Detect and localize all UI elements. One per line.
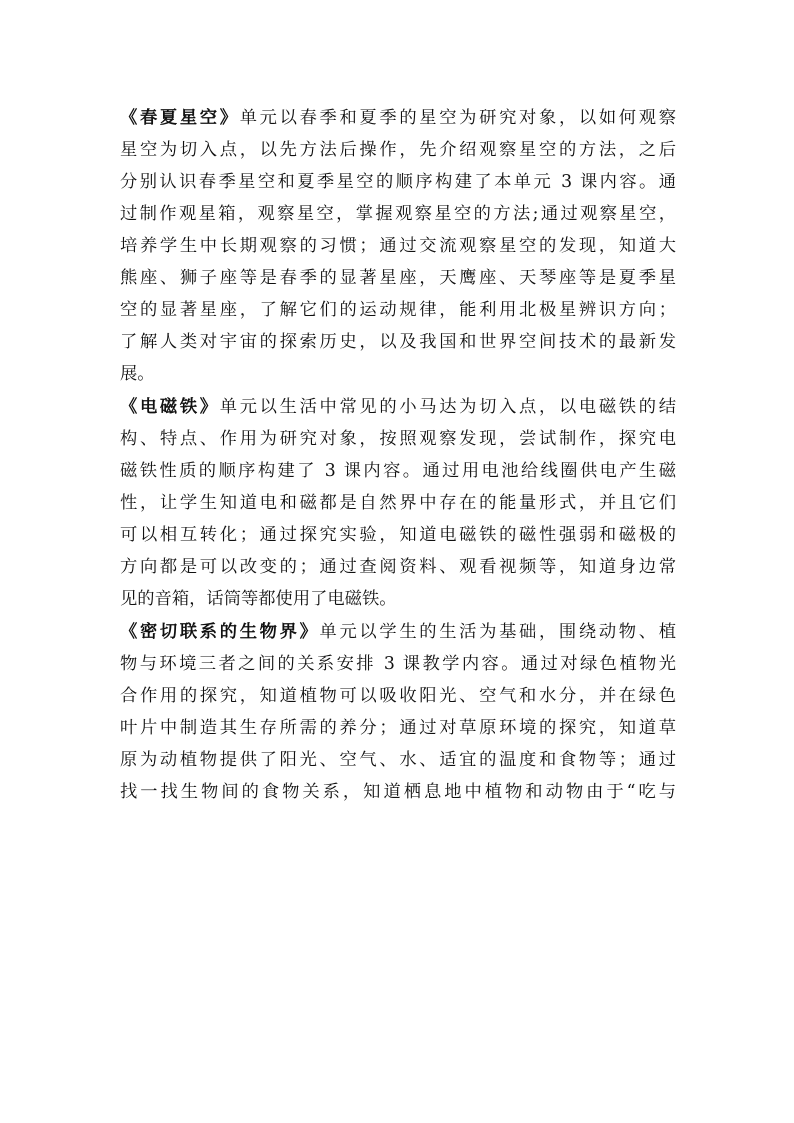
text-line: 熊座、狮子座等是春季的显著星座，天鹰座、天琴座等是夏季星 xyxy=(120,268,676,288)
text-line: 过制作观星箱，观察星空，掌握观察星空的方法;通过观察星空， xyxy=(120,204,676,224)
text-line: 原为动植物提供了阳光、空气、水、适宜的温度和食物等；通过 xyxy=(120,750,676,770)
text-line: 《春夏星空》单元以春季和夏季的星空为研究对象，以如何观察 xyxy=(120,108,676,128)
text-line: 物与环境三者之间的关系安排 3 课教学内容。通过对绿色植物光 xyxy=(120,654,676,674)
text-line: 合作用的探究，知道植物可以吸收阳光、空气和水分，并在绿色 xyxy=(120,686,676,706)
paragraph-biological-world xyxy=(120,616,676,808)
document-page xyxy=(120,102,676,809)
unit-title: 《春夏星空》 xyxy=(120,108,240,128)
text-line: 展。 xyxy=(120,364,155,384)
text-line: 空的显著星座，了解它们的运动规律，能利用北极星辨识方向； xyxy=(120,300,676,320)
paragraph-spring-summer-sky xyxy=(120,102,676,390)
text-line: 找一找生物间的食物关系，知道栖息地中植物和动物由于“吃与 xyxy=(120,782,676,802)
text-line: 方向都是可以改变的；通过查阅资料、观看视频等，知道身边常 xyxy=(120,557,676,577)
unit-title: 《密切联系的生物界》 xyxy=(120,622,320,642)
text-line: 见的音箱，话筒等都使用了电磁铁。 xyxy=(120,589,397,609)
text-line: 《密切联系的生物界》单元以学生的生活为基础，围绕动物、植 xyxy=(120,622,676,642)
text-line: 星空为切入点，以先方法后操作，先介绍观察星空的方法，之后 xyxy=(120,140,676,160)
text-line: 磁铁性质的顺序构建了 3 课内容。通过用电池给线圈供电产生磁 xyxy=(120,461,676,481)
paragraph-electromagnet xyxy=(120,391,676,615)
text-line: 《电磁铁》单元以生活中常见的小马达为切入点，以电磁铁的结 xyxy=(120,397,676,417)
text-line: 叶片中制造其生存所需的养分；通过对草原环境的探究，知道草 xyxy=(120,718,676,738)
text-line: 了解人类对宇宙的探索历史，以及我国和世界空间技术的最新发 xyxy=(120,332,676,352)
unit-title: 《电磁铁》 xyxy=(120,397,220,417)
text-line: 分别认识春季星空和夏季星空的顺序构建了本单元 3 课内容。通 xyxy=(120,172,676,192)
text-line: 可以相互转化；通过探究实验，知道电磁铁的磁性强弱和磁极的 xyxy=(120,525,676,545)
text-line: 构、特点、作用为研究对象，按照观察发现，尝试制作，探究电 xyxy=(120,429,676,449)
text-line: 培养学生中长期观察的习惯；通过交流观察星空的发现，知道大 xyxy=(120,236,676,256)
text-line: 性，让学生知道电和磁都是自然界中存在的能量形式，并且它们 xyxy=(120,493,676,513)
